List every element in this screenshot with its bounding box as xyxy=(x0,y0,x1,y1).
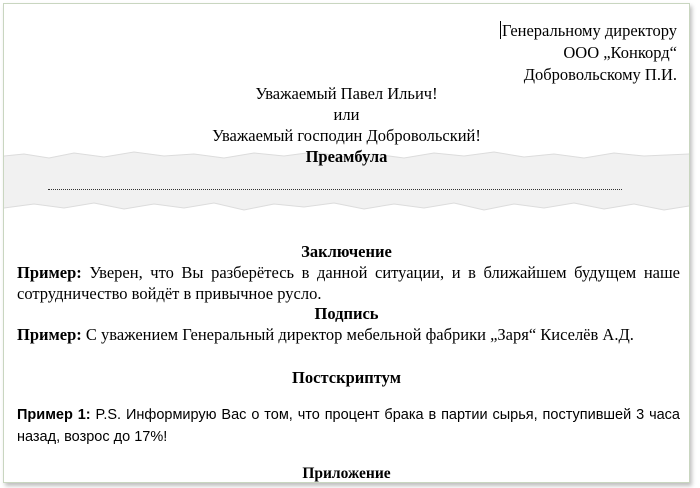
signature-heading: Подпись xyxy=(314,304,379,323)
postscript-example-text: P.S. Информирую Вас о том, что процент брака в партии сырья, поступившей 3 часа назад, возрос до 17%! xyxy=(17,407,680,445)
conclusion-example-label: Пример: xyxy=(17,263,82,282)
postscript-heading: Постскриптум xyxy=(292,368,401,387)
postscript-example-label: Пример 1: xyxy=(17,407,91,423)
salutation-line-1: Уважаемый Павел Ильич! xyxy=(255,84,438,103)
conclusion-example-text: Уверен, что Вы разберётесь в данной ситуации, и в ближайшем будущем наше сотрудничество войдёт в привычное русло. xyxy=(17,263,680,303)
conclusion-heading: Заключение xyxy=(301,242,392,261)
document-page xyxy=(3,3,690,483)
text-cursor xyxy=(500,21,501,39)
signature-example xyxy=(17,324,680,345)
salutation-line-2: Уважаемый господин Добровольский! xyxy=(212,126,481,145)
postscript-example xyxy=(17,404,680,448)
addressee-line-2: ООО „Конкорд“ xyxy=(563,43,677,62)
addressee-line-1: Генеральному директору xyxy=(502,21,677,40)
signature-example-text: С уважением Генеральный директор мебельной фабрики „Заря“ Киселёв А.Д. xyxy=(81,325,634,344)
addressee-line-3: Добровольскому П.И. xyxy=(523,65,677,84)
dotted-placeholder-line xyxy=(48,189,622,190)
signature-example-label: Пример: xyxy=(17,325,82,344)
attachment-heading: Приложение xyxy=(302,465,391,482)
conclusion-example xyxy=(17,262,680,304)
preamble-heading: Преамбула xyxy=(305,147,388,166)
salutation-or: или xyxy=(333,105,360,124)
